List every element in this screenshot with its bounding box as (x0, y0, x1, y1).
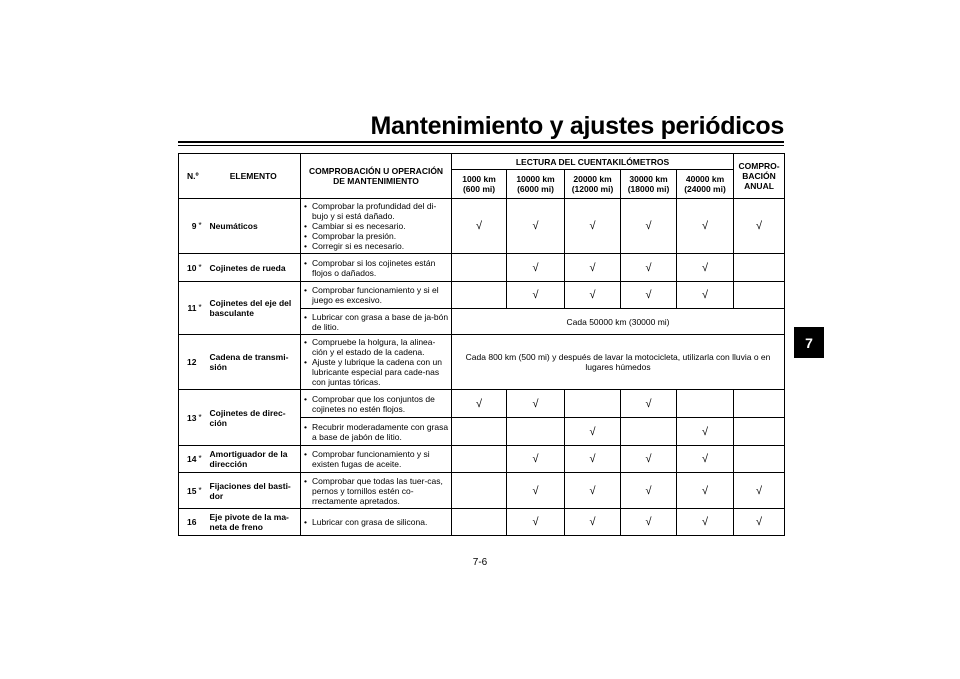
operations: • Comprobar que los conjuntos de cojinetes no estén flojos. (301, 390, 452, 418)
empty-cell (677, 390, 734, 418)
empty-cell (734, 254, 785, 282)
check-mark: √ (677, 282, 734, 309)
operations: • Lubricar con grasa a base de ja-bón de litio. (301, 309, 452, 335)
element-name: Cadena de transmi-sión (207, 335, 301, 390)
check-mark: √ (507, 199, 565, 254)
check-mark: √ (452, 199, 507, 254)
table-row (179, 473, 785, 509)
row-number: 12 (179, 335, 198, 390)
row-number: 15 (179, 473, 198, 509)
check-mark: √ (621, 446, 677, 473)
check-mark: √ (677, 509, 734, 536)
col-header-annual: COMPRO-BACIÓN ANUAL (734, 154, 785, 199)
row-number: 16 (179, 509, 198, 536)
element-name: Fijaciones del basti-dor (207, 473, 301, 509)
table-row (179, 282, 785, 309)
empty-cell (452, 254, 507, 282)
maintenance-table (178, 153, 785, 536)
check-mark: √ (507, 390, 565, 418)
col-header-check: COMPROBACIÓN U OPERACIÓN DE MANTENIMIENTO (301, 154, 452, 199)
check-mark: √ (621, 509, 677, 536)
header-rule (178, 141, 784, 143)
check-mark: √ (507, 473, 565, 509)
check-mark: √ (565, 509, 621, 536)
check-mark: √ (677, 418, 734, 446)
element-name: Cojinetes de rueda (207, 254, 301, 282)
dealer-mark: * (198, 282, 207, 335)
element-name: Cojinetes del eje del basculante (207, 282, 301, 335)
check-mark: √ (677, 199, 734, 254)
interval-header: 40000 km (24000 mi) (677, 170, 734, 199)
dealer-mark (198, 335, 207, 390)
chapter-tab: 7 (794, 327, 824, 358)
empty-cell (452, 473, 507, 509)
empty-cell (734, 446, 785, 473)
check-mark: √ (507, 509, 565, 536)
operations: • Comprobar funcionamiento y si existen fugas de aceite. (301, 446, 452, 473)
operations: • Comprobar la profundidad del di-bujo y si está dañado. • Cambiar si es necesario. • Comprobar la presión. • Corregir si es necesario. (301, 199, 452, 254)
check-mark: √ (565, 473, 621, 509)
check-mark: √ (734, 199, 785, 254)
page-number: 7-6 (472, 557, 488, 568)
empty-cell (734, 418, 785, 446)
table-row (179, 390, 785, 418)
table-row (179, 199, 785, 254)
check-mark: √ (677, 254, 734, 282)
check-mark: √ (621, 199, 677, 254)
empty-cell (507, 418, 565, 446)
empty-cell (452, 282, 507, 309)
empty-cell (452, 446, 507, 473)
check-mark: √ (565, 254, 621, 282)
interval-header: 1000 km (600 mi) (452, 170, 507, 199)
check-mark: √ (452, 390, 507, 418)
col-header-odometer: LECTURA DEL CUENTAKILÓMETROS (452, 154, 734, 170)
check-mark: √ (507, 254, 565, 282)
row-number: 10 (179, 254, 198, 282)
element-name: Amortiguador de la dirección (207, 446, 301, 473)
interval-header: 10000 km (6000 mi) (507, 170, 565, 199)
empty-cell (734, 282, 785, 309)
check-mark: √ (507, 282, 565, 309)
table-row (179, 335, 785, 390)
empty-cell (621, 418, 677, 446)
dealer-mark: * (198, 390, 207, 446)
col-header-element: ELEMENTO (207, 154, 301, 199)
operations: • Compruebe la holgura, la alinea-ción y el estado de la cadena. • Ajuste y lubrique la cadena con un lubricante especial para cade-nas con juntas tóricas. (301, 335, 452, 390)
check-mark: √ (734, 509, 785, 536)
row-number: 14 (179, 446, 198, 473)
row-number: 13 (179, 390, 198, 446)
check-mark: √ (621, 390, 677, 418)
interval-note: Cada 800 km (500 mi) y después de lavar la motocicleta, utilizarla con lluvia o en lugares húmedos (452, 335, 785, 390)
check-mark: √ (565, 199, 621, 254)
check-mark: √ (677, 446, 734, 473)
element-name: Neumáticos (207, 199, 301, 254)
check-mark: √ (621, 282, 677, 309)
check-mark: √ (565, 282, 621, 309)
element-name: Eje pivote de la ma-neta de freno (207, 509, 301, 536)
table-row (179, 254, 785, 282)
check-mark: √ (734, 473, 785, 509)
check-mark: √ (621, 254, 677, 282)
header-rule-thin (178, 145, 784, 146)
check-mark: √ (565, 418, 621, 446)
dealer-mark: * (198, 199, 207, 254)
empty-cell (565, 390, 621, 418)
table-row (179, 509, 785, 536)
operations: • Comprobar que todas las tuer-cas, pernos y tornillos estén co-rrectamente apretados. (301, 473, 452, 509)
check-mark: √ (507, 446, 565, 473)
dealer-mark (198, 509, 207, 536)
table-row (179, 446, 785, 473)
interval-note: Cada 50000 km (30000 mi) (452, 309, 785, 335)
dealer-mark: * (198, 254, 207, 282)
element-name: Cojinetes de direc-ción (207, 390, 301, 446)
empty-cell (452, 509, 507, 536)
interval-header: 30000 km (18000 mi) (621, 170, 677, 199)
col-header-no: N.º (179, 154, 207, 199)
empty-cell (452, 418, 507, 446)
operations: • Lubricar con grasa de silicona. (301, 509, 452, 536)
operations: • Comprobar si los cojinetes están flojos o dañados. (301, 254, 452, 282)
empty-cell (734, 390, 785, 418)
dealer-mark: * (198, 473, 207, 509)
check-mark: √ (565, 446, 621, 473)
row-number: 9 (179, 199, 198, 254)
interval-header: 20000 km (12000 mi) (565, 170, 621, 199)
operations: • Comprobar funcionamiento y si el juego es excesivo. (301, 282, 452, 309)
dealer-mark: * (198, 446, 207, 473)
row-number: 11 (179, 282, 198, 335)
check-mark: √ (621, 473, 677, 509)
operations: • Recubrir moderadamente con grasa a base de jabón de litio. (301, 418, 452, 446)
check-mark: √ (677, 473, 734, 509)
page-title: Mantenimiento y ajustes periódicos (370, 112, 784, 140)
